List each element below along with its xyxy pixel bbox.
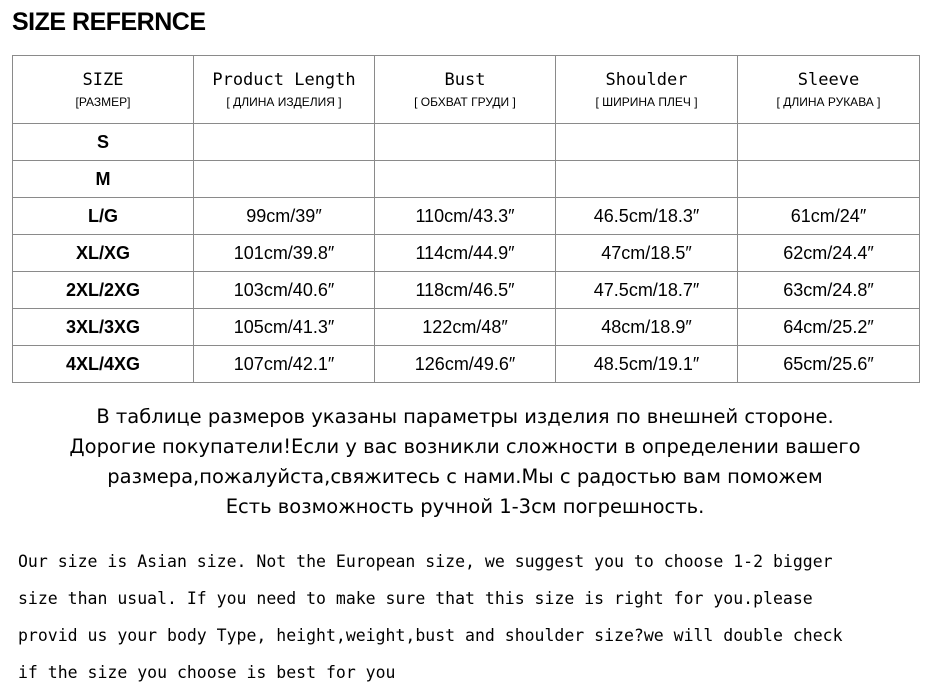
english-note-line: if the size you choose is best for you — [18, 663, 396, 682]
length-cell: 99cm/39″ — [194, 198, 375, 235]
russian-note-line: Дорогие покупатели!Если у вас возникли сложности в определении вашего — [69, 435, 861, 458]
bust-cell: 110cm/43.3″ — [375, 198, 556, 235]
sleeve-cell — [738, 124, 920, 161]
header-bust — [375, 56, 556, 124]
shoulder-cell: 47cm/18.5″ — [556, 235, 738, 272]
size-cell: M — [13, 161, 194, 198]
header-bust-en: Bust — [444, 69, 486, 90]
size-table — [12, 55, 920, 383]
header-shoulder-ru: [ ШИРИНА ПЛЕЧ ] — [595, 94, 698, 109]
header-length-en: Product Length — [212, 69, 356, 90]
header-bust-ru: [ ОБХВАТ ГРУДИ ] — [414, 94, 516, 109]
table-row — [13, 346, 920, 383]
shoulder-cell — [556, 161, 738, 198]
sleeve-cell: 63cm/24.8″ — [738, 272, 920, 309]
russian-note-line: В таблице размеров указаны параметры изделия по внешней стороне. — [96, 405, 834, 428]
length-cell: 101cm/39.8″ — [194, 235, 375, 272]
bust-cell: 122cm/48″ — [375, 309, 556, 346]
length-cell: 107cm/42.1″ — [194, 346, 375, 383]
length-cell — [194, 124, 375, 161]
english-note-line: provid us your body Type, height,weight,bust and shoulder size?we will double check — [18, 626, 843, 645]
sleeve-cell — [738, 161, 920, 198]
header-length — [194, 56, 375, 124]
size-cell: 4XL/4XG — [13, 346, 194, 383]
header-size-en: SIZE — [82, 69, 124, 90]
size-cell: S — [13, 124, 194, 161]
page-title: SIZE REFERNCE — [12, 8, 206, 36]
header-shoulder-en: Shoulder — [605, 69, 688, 90]
size-cell: XL/XG — [13, 235, 194, 272]
bust-cell — [375, 161, 556, 198]
table-row — [13, 198, 920, 235]
english-note-line: size than usual. If you need to make sure that this size is right for you.please — [18, 589, 813, 608]
header-size-ru: [РАЗМЕР] — [75, 94, 131, 109]
sleeve-cell: 65cm/25.6″ — [738, 346, 920, 383]
header-sleeve — [738, 56, 920, 124]
english-note-line: Our size is Asian size. Not the European size, we suggest you to choose 1-2 bigger — [18, 552, 833, 571]
shoulder-cell — [556, 124, 738, 161]
bust-cell: 126cm/49.6″ — [375, 346, 556, 383]
header-sleeve-ru: [ ДЛИНА РУКАВА ] — [776, 94, 881, 109]
header-row — [13, 56, 920, 124]
table-row — [13, 161, 920, 198]
length-cell: 103cm/40.6″ — [194, 272, 375, 309]
bust-cell — [375, 124, 556, 161]
length-cell — [194, 161, 375, 198]
size-cell: 3XL/3XG — [13, 309, 194, 346]
shoulder-cell: 48.5cm/19.1″ — [556, 346, 738, 383]
shoulder-cell: 46.5cm/18.3″ — [556, 198, 738, 235]
shoulder-cell: 47.5cm/18.7″ — [556, 272, 738, 309]
english-note — [18, 543, 923, 691]
header-length-ru: [ ДЛИНА ИЗДЕЛИЯ ] — [226, 94, 342, 109]
table-row — [13, 309, 920, 346]
table-row — [13, 272, 920, 309]
header-size — [13, 56, 194, 124]
size-cell: 2XL/2XG — [13, 272, 194, 309]
russian-note — [0, 402, 930, 522]
header-sleeve-en: Sleeve — [797, 69, 860, 90]
size-cell: L/G — [13, 198, 194, 235]
shoulder-cell: 48cm/18.9″ — [556, 309, 738, 346]
table-row — [13, 124, 920, 161]
russian-note-line: размера,пожалуйста,свяжитесь с нами.Мы с радостью вам поможем — [107, 465, 823, 488]
table-row — [13, 235, 920, 272]
length-cell: 105cm/41.3″ — [194, 309, 375, 346]
sleeve-cell: 62cm/24.4″ — [738, 235, 920, 272]
bust-cell: 114cm/44.9″ — [375, 235, 556, 272]
russian-note-line: Есть возможность ручной 1-3см погрешность. — [225, 495, 705, 518]
header-shoulder — [556, 56, 738, 124]
bust-cell: 118cm/46.5″ — [375, 272, 556, 309]
sleeve-cell: 61cm/24″ — [738, 198, 920, 235]
sleeve-cell: 64cm/25.2″ — [738, 309, 920, 346]
